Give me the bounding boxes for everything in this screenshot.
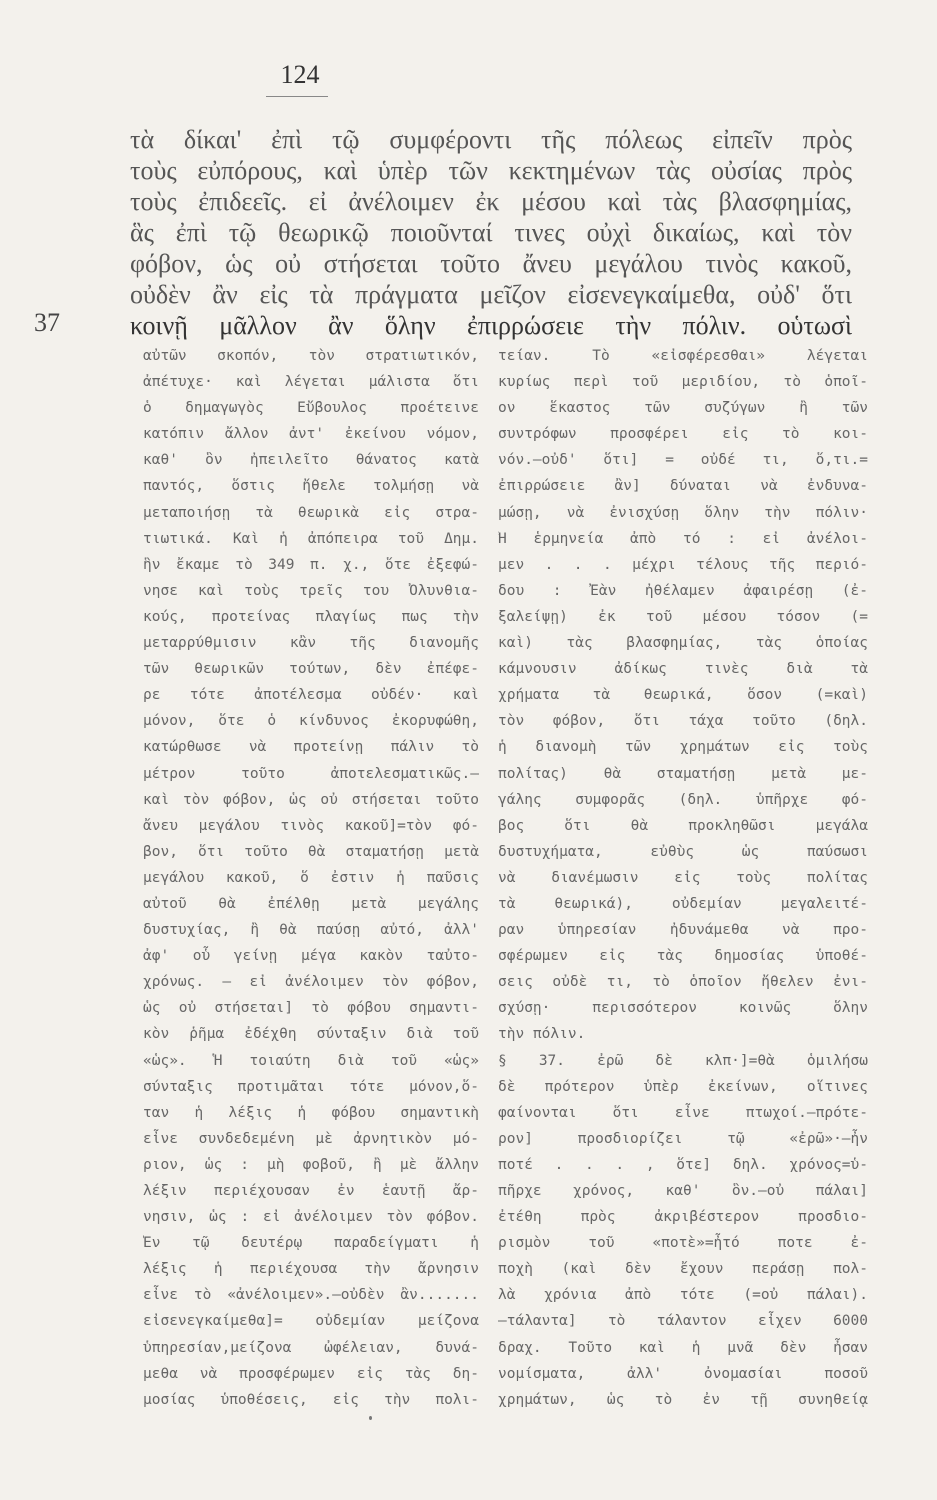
ink-speck [369, 1416, 372, 1420]
text-line: τοὺς ἐπιδεεῖς. εἰ ἀνέλοιμεν ἐκ μέσου καὶ τὰς βλασφημίας, [130, 187, 852, 216]
text-line: ρισμὸν τοῦ «ποτὲ»=ἦτό ποτε ἐ- [498, 1235, 868, 1252]
text-line: σχύσῃ· περισσότερον κοινῶς ὅλην [498, 1000, 868, 1017]
text-line: μέτρον τοῦτο ἀποτελεσματικῶς.— [143, 765, 479, 782]
text-line: κατώρθωσε νὰ προτείνῃ πάλιν τὸ [143, 739, 479, 756]
text-line: βον, ὅτι τοῦτο θὰ σταματήσῃ μετὰ [143, 843, 479, 860]
text-line: ραν ὑπηρεσίαν ἠδυνάμεθα νὰ προ- [498, 922, 868, 939]
text-line: σεις οὐδὲ τι, τὸ ὁποῖον ἤθελεν ἐνι- [498, 974, 868, 991]
text-line: ταν ἡ λέξις ἡ φόβου σημαντικὴ [143, 1104, 479, 1121]
text-line: ρε τότε ἀποτέλεσμα οὐδέν· καὶ [143, 687, 479, 704]
text-line: ἄνευ μεγάλου τινὸς κακοῦ]=τὸν φό- [143, 817, 479, 834]
text-line: μεν . . . μέχρι τέλους τῆς περιό- [498, 556, 868, 573]
text-line: νὰ διανέμωσιν εἰς τοὺς πολίτας [498, 869, 868, 886]
text-line: γάλης συμφορᾶς (δηλ. ὑπῆρχε φό- [498, 791, 868, 808]
text-line: ἐπιρρώσειε ἂν] δύναται νὰ ἐνδυνα- [498, 478, 868, 495]
text-line: μεθα νὰ προσφέρωμεν εἰς τὰς δη- [143, 1365, 479, 1382]
text-line: χρημάτων, ὡς τὸ ἐν τῇ συνηθείᾳ [498, 1391, 868, 1408]
text-line: δυστυχίας, ἢ θὰ παύσῃ αὐτό, ἀλλ' [143, 922, 479, 939]
commentary-right-column [498, 343, 868, 1413]
text-line: νησιν, ὡς : εἰ ἀνέλοιμεν τὸν φόβον. [143, 1209, 479, 1226]
text-line: κούς, προτείνας πλαγίως πως τὴν [143, 608, 479, 625]
text-line: νησε καὶ τοὺς τρεῖς του Ὀλυνθια- [143, 582, 479, 599]
commentary-left-column [143, 343, 479, 1413]
text-line: εἶνε τὸ «ἀνέλοιμεν».—οὐδὲν ἂν....... [143, 1287, 479, 1304]
text-line: ποχὴ (καὶ δὲν ἔχουν περάσῃ πολ- [498, 1261, 868, 1278]
text-line: κατόπιν ἄλλον ἀντ' ἐκείνου νόμον, [143, 426, 479, 443]
text-line: τὴν πόλιν. [498, 1026, 586, 1043]
text-line: καθ' ὃν ἠπειλεῖτο θάνατος κατὰ [143, 452, 479, 469]
text-line: καὶ τὸν φόβον, ὡς οὐ στήσεται τοῦτο [143, 791, 479, 808]
main-text [130, 124, 852, 341]
text-line: τῶν θεωρικῶν τούτων, δὲν ἐπέφε- [143, 661, 479, 678]
text-line: τείαν. Τὸ «εἰσφέρεσθαι» λέγεται [498, 348, 868, 364]
text-line: ξαλείψῃ) ἐκ τοῦ μέσου τόσον (= [498, 608, 868, 625]
text-line: μεταποιήσῃ τὰ θεωρικὰ εἰς στρα- [143, 504, 479, 521]
text-line: φόβον, ὡς οὐ στήσεται τοῦτο ἄνευ μεγάλου τινὸς κακοῦ, [130, 249, 852, 278]
page-number: 124 [280, 60, 320, 89]
text-line: δυστυχήματα, εὐθὺς ὡς παύσωσι [498, 843, 868, 860]
text-line: κοινῇ μᾶλλον ἂν ὅλην ἐπιρρώσειε τὴν πόλιν. οὑτωσὶ [130, 311, 852, 340]
text-line: σφέρωμεν εἰς τὰς δημοσίας ὑποθέ- [498, 948, 868, 965]
text-line: αὐτῶν σκοπόν, τὸν στρατιωτικόν, [143, 348, 479, 364]
text-line: ὁ δημαγωγὸς Εὔβουλος προέτεινε [143, 400, 479, 417]
text-line: ὡς οὐ στήσεται] τὸ φόβου σημαντι- [143, 1000, 479, 1017]
text-line: μώσῃ, νὰ ἐνισχύσῃ ὅλην τὴν πόλιν· [498, 504, 868, 521]
text-line: νομίσματα, ἀλλ' ὀνομασίαι ποσοῦ [498, 1365, 868, 1382]
page-number-rule [266, 96, 328, 97]
text-line: μοσίας ὑποθέσεις, εἰς τὴν πολι- [143, 1391, 479, 1408]
text-line: εἶνε συνδεδεμένη μὲ ἀρνητικὸν μό- [143, 1130, 479, 1147]
text-line: τὰ θεωρικά), οὐδεμίαν μεγαλειτέ- [498, 895, 868, 912]
text-line: λέξις ἡ περιέχουσα τὴν ἄρνησιν [143, 1261, 479, 1278]
text-line: «ὡς». Ἡ τοιαύτη διὰ τοῦ «ὡς» [143, 1052, 479, 1069]
text-line: σύνταξις προτιμᾶται τότε μόνον,ὅ- [143, 1078, 479, 1095]
text-line: μόνον, ὅτε ὁ κίνδυνος ἐκορυφώθη, [143, 713, 479, 730]
text-line: ποτέ . . . , ὅτε] δηλ. χρόνος=ὑ- [498, 1156, 868, 1173]
text-line: ρον] προσδιορίζει τῷ «ἐρῶ»·—ἦν [498, 1130, 868, 1147]
text-line: δου : Ἐὰν ἠθέλαμεν ἀφαιρέσῃ (ἐ- [498, 582, 868, 599]
margin-section-number: 37 [34, 308, 60, 337]
text-line: ὑπηρεσίαν,μείζονα ὠφέλειαν, δυνά- [143, 1339, 479, 1356]
text-line: § 37. ἐρῶ δὲ κλπ·]=θὰ ὁμιλήσω [498, 1052, 868, 1069]
text-line: χρήματα τὰ θεωρικά, ὅσον (=καὶ) [498, 687, 868, 704]
text-line: ον ἕκαστος τῶν συζύγων ἢ τῶν [498, 400, 868, 417]
text-line: ἐτέθη πρὸς ἀκριβέστερον προσδιο- [498, 1209, 868, 1226]
text-line: Ἡ ἑρμηνεία ἀπὸ τό : εἰ ἀνέλοι- [498, 530, 868, 547]
text-line: βος ὅτι θὰ προκληθῶσι μεγάλα [498, 817, 868, 834]
text-line: δραχ. Τοῦτο καὶ ἡ μνᾶ δὲν ἦσαν [498, 1339, 868, 1356]
text-line: Ἐν τῷ δευτέρῳ παραδείγματι ἡ [143, 1235, 479, 1252]
text-line: —τάλαντα] τὸ τάλαντον εἶχεν 6000 [498, 1313, 868, 1330]
text-line: μεταρρύθμισιν κἂν τῆς διανομῆς [143, 635, 479, 652]
text-line: φαίνονται ὅτι εἶνε πτωχοί.—πρότε- [498, 1104, 868, 1121]
text-line: ριον, ὡς : μὴ φοβοῦ, ἢ μὲ ἄλλην [143, 1156, 479, 1173]
text-line: τιωτικά. Καὶ ἡ ἀπόπειρα τοῦ Δημ. [143, 530, 479, 547]
text-line: εἰσενεγκαίμεθα]= οὐδεμίαν μείζονα [143, 1313, 479, 1330]
text-line: πολίτας) θὰ σταματήσῃ μετὰ με- [498, 765, 868, 782]
text-line: πῆρχε χρόνος, καθ' ὃν.—οὐ πάλαι] [498, 1183, 868, 1199]
text-line: ἀπέτυχε· καὶ λέγεται μάλιστα ὅτι [143, 374, 479, 391]
text-line: κυρίως περὶ τοῦ μεριδίου, τὸ ὁποῖ- [498, 374, 868, 391]
text-line: ἡ διανομὴ τῶν χρημάτων εἰς τοὺς [498, 739, 868, 756]
text-line: τὸν φόβον, ὅτι τάχα τοῦτο (δηλ. [498, 713, 868, 730]
text-line: μεγάλου κακοῦ, ὅ ἐστιν ἡ παῦσις [143, 869, 479, 886]
text-line: ἣν ἔκαμε τὸ 349 π. χ., ὅτε ἐξεφώ- [143, 556, 479, 573]
text-line: κὸν ῥῆμα ἐδέχθη σύνταξιν διὰ τοῦ [143, 1026, 479, 1043]
text-line: τοὺς εὐπόρους, καὶ ὑπὲρ τῶν κεκτημένων τὰς οὐσίας πρὸς [130, 156, 852, 185]
text-line: τὰ δίκαι' ἐπὶ τῷ συμφέροντι τῆς πόλεως εἰπεῖν πρὸς [130, 125, 852, 154]
text-line: νόν.—οὐδ' ὅτι] = οὐδέ τι, ὅ,τι.= [498, 452, 868, 469]
text-line: συντρόφων προσφέρει εἰς τὸ κοι- [498, 426, 868, 443]
text-line: παντός, ὅστις ἤθελε τολμήσῃ νὰ [143, 478, 479, 495]
text-line: καὶ) τὰς βλασφημίας, τὰς ὁποίας [498, 635, 868, 652]
text-line: δὲ πρότερον ὑπὲρ ἐκείνων, οἵτινες [498, 1078, 868, 1095]
text-line: ἀφ' οὗ γείνῃ μέγα κακὸν ταὐτο- [143, 948, 479, 965]
text-line: οὐδὲν ἂν εἰς τὰ πράγματα μεῖζον εἰσενεγκαίμεθα, οὐδ' ὅτι [130, 280, 852, 309]
text-line: ἃς ἐπὶ τῷ θεωρικῷ ποιοῦνταί τινες οὐχὶ δικαίως, καὶ τὸν [130, 218, 852, 247]
text-line: χρόνως. — εἰ ἀνέλοιμεν τὸν φόβον, [143, 974, 479, 991]
text-line: λέξιν περιέχουσαν ἐν ἑαυτῇ ἄρ- [143, 1183, 479, 1199]
text-line: λὰ χρόνια ἀπὸ τότε (=οὐ πάλαι). [498, 1287, 868, 1304]
text-line: κάμνουσιν ἀδίκως τινὲς διὰ τὰ [498, 661, 868, 678]
text-line: αὐτοῦ θὰ ἐπέλθῃ μετὰ μεγάλης [143, 895, 479, 912]
